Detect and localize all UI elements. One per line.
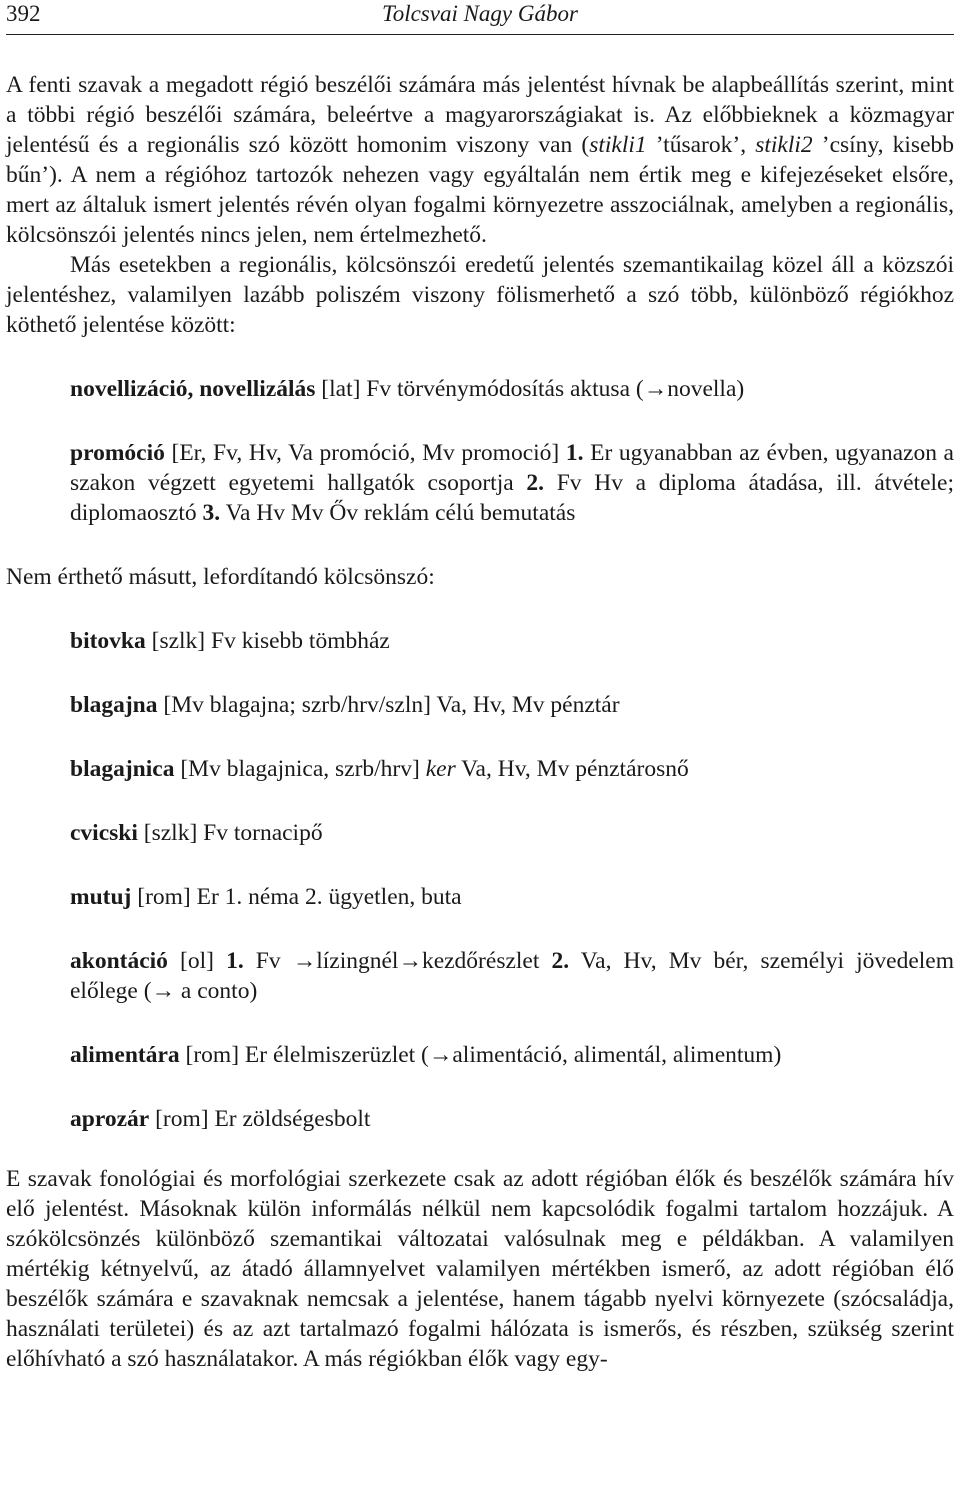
- entry-blagajnica: blagajnica [Mv blagajnica, szrb/hrv] ker Va, Hv, Mv pénztárosnő: [70, 756, 689, 782]
- header-rule: [6, 34, 954, 35]
- entry-alimentara: alimentára [rom] Er élelmiszerüzlet (→alimentáció, alimentál, alimentum): [70, 1042, 782, 1068]
- entry-headword: blagajnica: [70, 756, 175, 782]
- entry-headword: akontáció: [70, 948, 168, 974]
- page-number: 392: [6, 1, 41, 26]
- paragraph-3: E szavak fonológiai és morfológiai szerkezete csak az adott régióban élők és beszélők számára hív elő jelentést. Másoknak külön informálás nélkül nem kapcsolódik fogalmi tartalom hozzájuk. A szókölcsönzés különböző szemantikai változatai valósulnak meg e példákban. A valamilyen mértékig kétnyelvű, az átadó államnyelvet valamilyen mértékben ismerő, az adott régióban élő beszélők számára e szavaknak nemcsak a jelentése, hanem tágabb nyelvi környezete (szócsaládja, használati területei) és az azt tartalmazó fogalmi hálózata is ismerős, és részben, szükség szerint előhívható a szó használatakor. A más régiókban élők vagy egy-: [6, 1166, 954, 1372]
- paragraph-2: Más esetekben a regionális, kölcsönszói eredetű jelentés szemantikailag közel áll a közszói jelentéshez, valamilyen lazább poliszém viszony fölismerhető a szó több, különböző régiókhoz köthető jelentése között:: [6, 252, 954, 338]
- entry-mutuj: mutuj [rom] Er 1. néma 2. ügyetlen, buta: [70, 884, 462, 910]
- entry-headword: promóció: [70, 440, 165, 466]
- body-text: [6, 70, 954, 1374]
- entry-headword: mutuj: [70, 884, 132, 910]
- paragraph-1: A fenti szavak a megadott régió beszélői számára más jelentést hívnak be alapbeállítás szerint, mint a többi régió beszélői számára, beleértve a magyarországiakat is. Az előbbieknek a közmagyar jelentésű és a regionális szó között homonim viszony van (stikli1 ’tűsarok’, stikli2 ’csíny, kisebb bűn’). A nem a régióhoz tartozók nehezen vagy egyáltalán nem értik meg e kifejezéseket elsőre, mert az általuk ismert jelentés révén olyan fogalmi környezetre asszociálnak, amelyben a regionális, kölcsönszói jelentés nincs jelen, nem értelmezhető.: [6, 72, 954, 248]
- entry-blagajna: blagajna [Mv blagajna; szrb/hrv/szln] Va, Hv, Mv pénztár: [70, 692, 620, 718]
- entry-bitovka: bitovka [szlk] Fv kisebb tömbház: [70, 628, 390, 654]
- term-stikli2: stikli2: [755, 132, 813, 158]
- entry-headword: alimentára: [70, 1042, 180, 1068]
- running-head-author: Tolcsvai Nagy Gábor: [382, 1, 578, 26]
- term-stikli1: stikli1: [589, 132, 647, 158]
- entry-novellizacio: novellizáció, novellizálás [lat] Fv törvénymódosítás aktusa (→novella): [70, 376, 745, 402]
- entry-headword: novellizáció, novellizálás: [70, 376, 316, 402]
- entry-cvicski: cvicski [szlk] Fv tornacipő: [70, 820, 323, 846]
- entry-promocio: promóció [Er, Fv, Hv, Va promóció, Mv promoció] 1. Er ugyanabban az évben, ugyanazon a szakon végzett egyetemi hallgatók csoportja 2. Fv Hv a diploma átadása, ill. átvétele; diplomaosztó 3. Va Hv Mv Őv reklám célú bemutatás: [70, 440, 954, 526]
- entry-akontacio: akontáció [ol] 1. Fv →lízingnél→kezdőrészlet 2. Va, Hv, Mv bér, személyi jövedelem előlege (→ a conto): [70, 948, 955, 1004]
- entry-headword: aprozár: [70, 1106, 150, 1132]
- entry-headword: cvicski: [70, 820, 138, 846]
- entry-headword: bitovka: [70, 628, 146, 654]
- page-header: [6, 0, 954, 32]
- entry-aprozar: aprozár [rom] Er zöldségesbolt: [70, 1106, 371, 1132]
- entry-headword: blagajna: [70, 692, 158, 718]
- section-heading: Nem érthető másutt, lefordítandó kölcsönszó:: [6, 564, 435, 590]
